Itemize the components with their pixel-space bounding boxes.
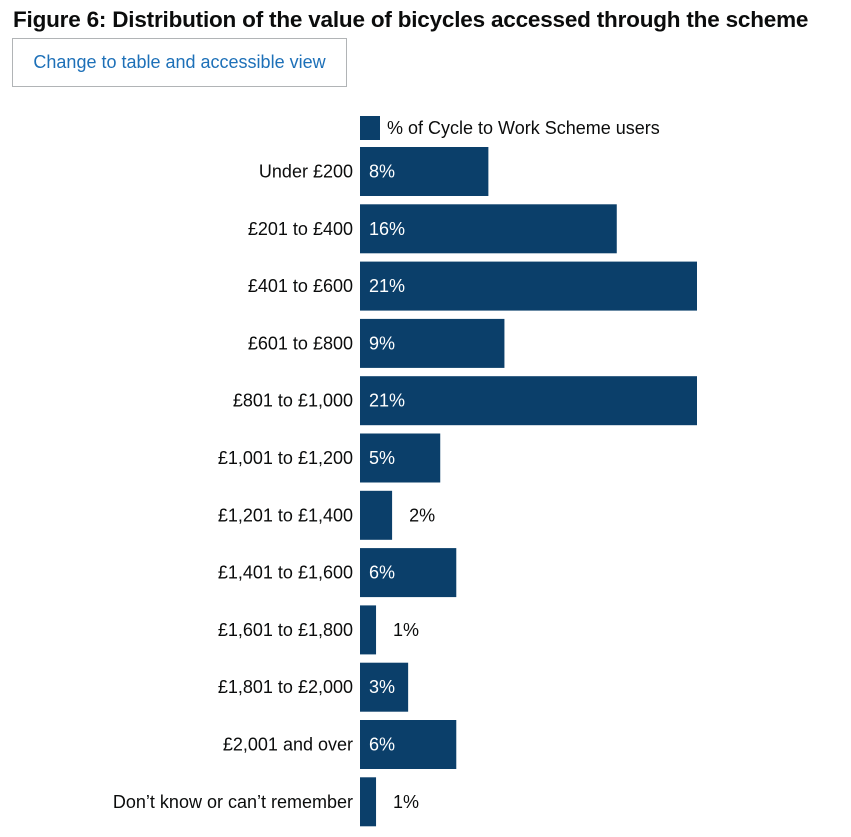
toggle-table-view-button[interactable]: Change to table and accessible view: [12, 38, 347, 87]
bar-value-label: 21%: [369, 390, 406, 411]
chart-title: Figure 6: Distribution of the value of bicycles accessed through the scheme: [13, 7, 809, 32]
bar: [360, 491, 392, 540]
category-label: £801 to £1,000: [232, 390, 353, 411]
bar-value-label: 3%: [369, 677, 396, 698]
category-label: £1,001 to £1,200: [217, 448, 353, 468]
bar: [360, 777, 376, 826]
category-label: £1,401 to £1,600: [217, 562, 353, 583]
category-label: £201 to £400: [247, 218, 353, 239]
bar-value-label: 1%: [393, 619, 420, 640]
category-label: £401 to £600: [247, 276, 353, 297]
bar: [360, 262, 697, 311]
category-label: £1,201 to £1,400: [217, 505, 353, 526]
bar-value-label: 6%: [369, 562, 396, 583]
category-label: £1,601 to £1,800: [217, 619, 353, 640]
bar-value-label: 6%: [369, 734, 396, 755]
bar-value-label: 5%: [369, 448, 396, 468]
bar-value-label: 8%: [369, 161, 396, 182]
category-label: £2,001 and over: [222, 734, 353, 755]
bar-value-label: 1%: [393, 791, 420, 812]
bar-value-label: 21%: [369, 276, 406, 297]
bar-value-label: 2%: [409, 505, 436, 526]
category-label: £601 to £800: [247, 333, 353, 354]
bar: [360, 376, 697, 425]
category-label: Under £200: [258, 161, 353, 182]
category-label: Don’t know or can’t remember: [112, 791, 353, 812]
bar-value-label: 9%: [369, 333, 396, 354]
category-label: £1,801 to £2,000: [217, 677, 353, 698]
legend-label: % of Cycle to Work Scheme users: [387, 117, 660, 138]
bar: [360, 605, 376, 654]
bar-value-label: 16%: [369, 218, 406, 239]
